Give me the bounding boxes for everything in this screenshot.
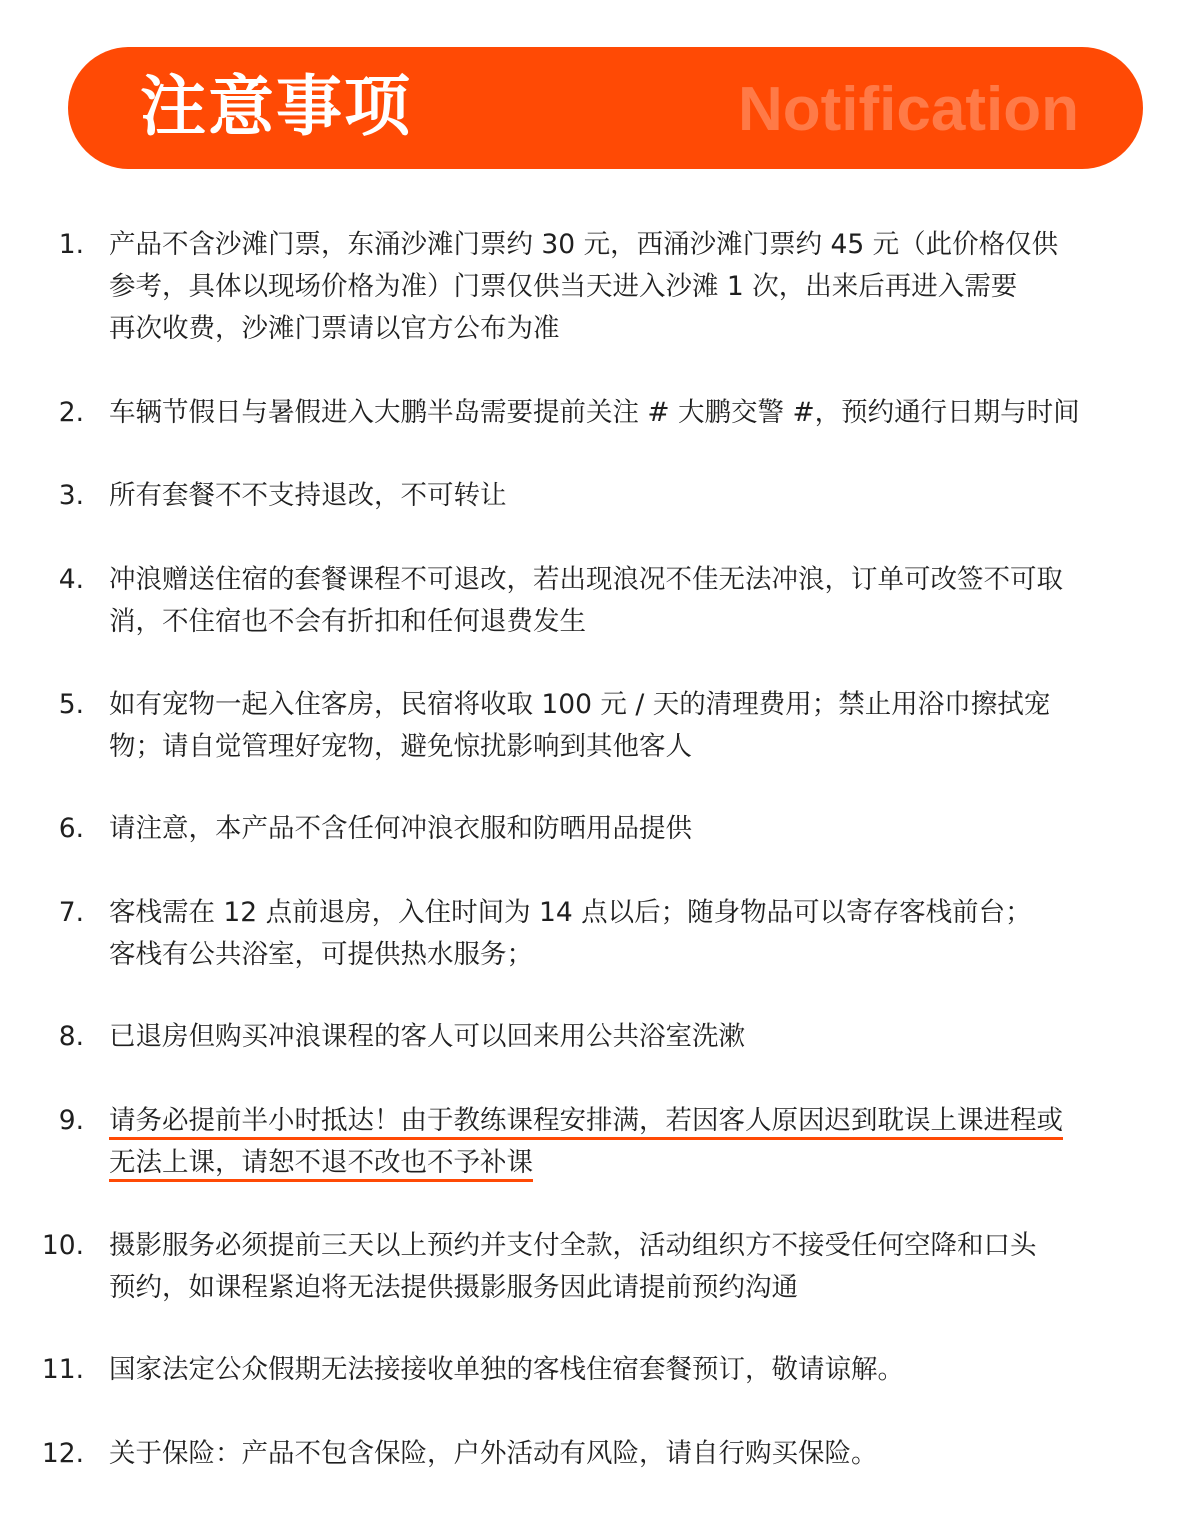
- item-text: [109, 1016, 1139, 1058]
- item-number: 2.: [58, 397, 84, 428]
- item-text: [109, 224, 1139, 350]
- item-line: 客栈需在 12 点前退房，入住时间为 14 点以后；随身物品可以寄存客栈前台；: [109, 897, 1032, 928]
- page-subtitle: Notification: [738, 75, 1079, 144]
- item-text: [109, 559, 1139, 643]
- item-number: 9.: [58, 1105, 84, 1136]
- item-line: 物；请自觉管理好宠物，避免惊扰影响到其他客人: [109, 731, 692, 762]
- item-text: [109, 892, 1139, 976]
- item-line: 如有宠物一起入住客房，民宿将收取 100 元 / 天的清理费用；禁止用浴巾擦拭宠: [109, 689, 1051, 720]
- item-number: 6.: [58, 813, 84, 844]
- item-line: 国家法定公众假期无法接接收单独的客栈住宿套餐预订，敬请谅解。: [109, 1354, 904, 1385]
- item-line: 冲浪赠送住宿的套餐课程不可退改，若出现浪况不佳无法冲浪，订单可改签不可取: [109, 564, 1063, 595]
- item-number: 4.: [58, 564, 84, 595]
- item-text: [109, 392, 1139, 434]
- highlighted-line: 请务必提前半小时抵达！由于教练课程安排满，若因客人原因迟到耽误上课进程或: [109, 1105, 1063, 1140]
- item-number: 8.: [58, 1021, 84, 1052]
- highlighted-line: 无法上课，请恕不退不改也不予补课: [109, 1147, 533, 1182]
- item-line: 请注意，本产品不含任何冲浪衣服和防晒用品提供: [109, 813, 692, 844]
- item-line: 消，不住宿也不会有折扣和任何退费发生: [109, 606, 586, 637]
- item-line: 再次收费，沙滩门票请以官方公布为准: [109, 313, 560, 344]
- item-number: 10.: [41, 1230, 84, 1261]
- item-number: 11.: [41, 1354, 84, 1385]
- item-text: [109, 475, 1139, 517]
- item-line: 车辆节假日与暑假进入大鹏半岛需要提前关注 # 大鹏交警 #，预约通行日期与时间: [109, 397, 1080, 428]
- item-number: 3.: [58, 480, 84, 511]
- item-line: 预约，如课程紧迫将无法提供摄影服务因此请提前预约沟通: [109, 1272, 798, 1303]
- item-text: [109, 1349, 1139, 1391]
- item-line: 摄影服务必须提前三天以上预约并支付全款，活动组织方不接受任何空降和口头: [109, 1230, 1037, 1261]
- item-text: [109, 1225, 1139, 1309]
- item-text: [109, 684, 1139, 768]
- item-line: 关于保险：产品不包含保险，户外活动有风险，请自行购买保险。: [109, 1438, 878, 1469]
- item-line: 参考，具体以现场价格为准）门票仅供当天进入沙滩 1 次，出来后再进入需要: [109, 271, 1018, 302]
- item-number: 12.: [41, 1438, 84, 1469]
- item-line: 已退房但购买冲浪课程的客人可以回来用公共浴室洗漱: [109, 1021, 745, 1052]
- item-number: 1.: [58, 229, 84, 260]
- page-title: 注意事项: [140, 68, 412, 145]
- item-line: 产品不含沙滩门票，东涌沙滩门票约 30 元，西涌沙滩门票约 45 元（此价格仅供: [109, 229, 1059, 260]
- item-number: 5.: [58, 689, 84, 720]
- item-line: 所有套餐不不支持退改，不可转让: [109, 480, 507, 511]
- item-text: [109, 1433, 1139, 1475]
- item-number: 7.: [58, 897, 84, 928]
- item-text: [109, 808, 1139, 850]
- item-line: 客栈有公共浴室，可提供热水服务；: [109, 939, 533, 970]
- item-text: [109, 1100, 1139, 1184]
